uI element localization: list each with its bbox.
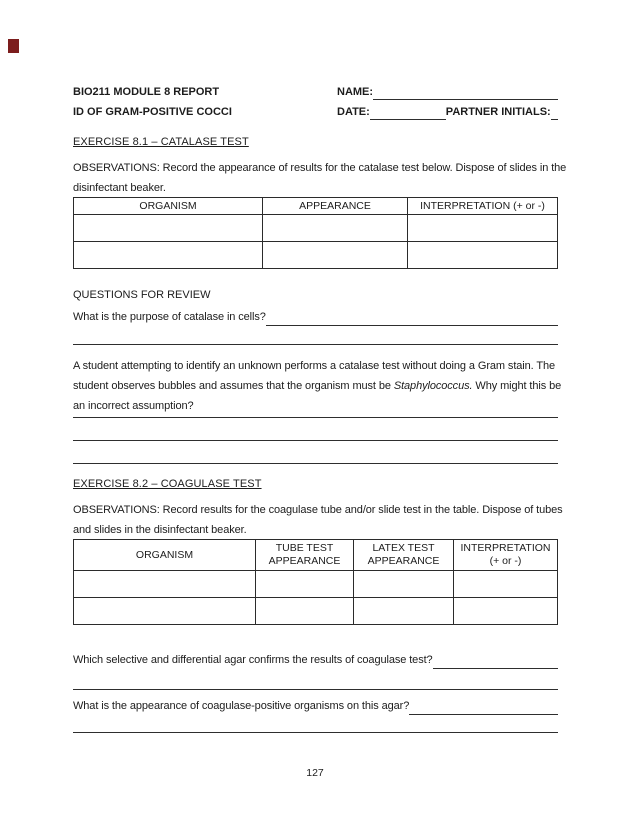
answer-blank-line [73, 344, 558, 345]
table-cell [263, 215, 408, 242]
paragraph-text: Why might this be an incorrect assumption? [73, 380, 562, 412]
date-blank-line [370, 106, 446, 120]
table-cell [408, 215, 558, 242]
table-cell [256, 571, 354, 598]
question-3-row [73, 700, 558, 716]
table-cell [408, 242, 558, 269]
question-3-text: What is the appearance of coagulase-positive organisms on this agar? [73, 700, 410, 712]
paragraph-text: A student attempting to identify an unknown performs a catalase test without doing a Gram stain. The student observes bubbles and assumes that the organism must be [73, 360, 556, 392]
question-1-text: What is the purpose of catalase in cells? [73, 311, 266, 323]
answer-blank-line [73, 463, 558, 464]
table-header-row [74, 198, 558, 215]
table-cell [256, 598, 354, 625]
red-corner-mark [8, 39, 19, 53]
table-cell [454, 571, 558, 598]
review-question-paragraph [73, 356, 569, 416]
questions-for-review-heading: QUESTIONS FOR REVIEW [73, 289, 211, 301]
exercise-8-2-observations: OBSERVATIONS: Record results for the coagulase tube and/or slide test in the table. Dispose of tubes and slides in the disinfectant beaker. [73, 504, 563, 536]
column-header-appearance: APPEARANCE [263, 198, 408, 215]
answer-blank-line [73, 689, 558, 690]
answer-blank-line [409, 700, 558, 715]
name-label: NAME: [337, 86, 374, 98]
answer-blank-line [266, 311, 558, 326]
page-number: 127 [306, 767, 324, 779]
date-field-row [337, 106, 558, 121]
answer-blank-line [433, 654, 558, 669]
table-row [74, 571, 558, 598]
question-1-row [73, 311, 558, 327]
report-subtitle: ID OF GRAM-POSITIVE COCCI [73, 106, 232, 118]
table-cell [74, 215, 263, 242]
report-title: BIO211 MODULE 8 REPORT [73, 86, 220, 98]
name-blank-line [373, 86, 558, 100]
answer-blank-line [73, 732, 558, 733]
exercise-8-1-observations: OBSERVATIONS: Record the appearance of results for the catalase test below. Dispose of slides in the disinfectant beaker. [73, 162, 567, 194]
table-cell [74, 571, 256, 598]
exercise-8-1-heading: EXERCISE 8.1 – CATALASE TEST [73, 136, 249, 148]
table-cell [354, 571, 454, 598]
coagulase-results-table [73, 539, 558, 625]
answer-blank-line [73, 417, 558, 418]
table-cell [454, 598, 558, 625]
question-2-text: Which selective and differential agar confirms the results of coagulase test? [73, 654, 433, 666]
column-header-latex-test: LATEX TEST APPEARANCE [354, 540, 454, 571]
column-header-organism: ORGANISM [74, 540, 256, 571]
table-cell [354, 598, 454, 625]
date-label: DATE: [337, 106, 370, 118]
column-header-organism: ORGANISM [74, 198, 263, 215]
column-header-interpretation: INTERPRETATION (+ or -) [408, 198, 558, 215]
table-cell [74, 598, 256, 625]
table-row [74, 215, 558, 242]
question-2-row [73, 654, 558, 670]
column-header-interpretation: INTERPRETATION (+ or -) [454, 540, 558, 571]
table-row [74, 598, 558, 625]
genus-name-italic: Staphylococcus. [393, 380, 473, 392]
partner-initials-blank-line [551, 106, 558, 120]
exercise-8-2-heading: EXERCISE 8.2 – COAGULASE TEST [73, 478, 262, 490]
table-cell [263, 242, 408, 269]
column-header-tube-test: TUBE TEST APPEARANCE [256, 540, 354, 571]
catalase-results-table [73, 197, 558, 269]
table-row [74, 242, 558, 269]
table-cell [74, 242, 263, 269]
name-field-row [337, 86, 558, 101]
answer-blank-line [73, 440, 558, 441]
table-header-row [74, 540, 558, 571]
partner-initials-label: PARTNER INITIALS: [445, 106, 551, 118]
